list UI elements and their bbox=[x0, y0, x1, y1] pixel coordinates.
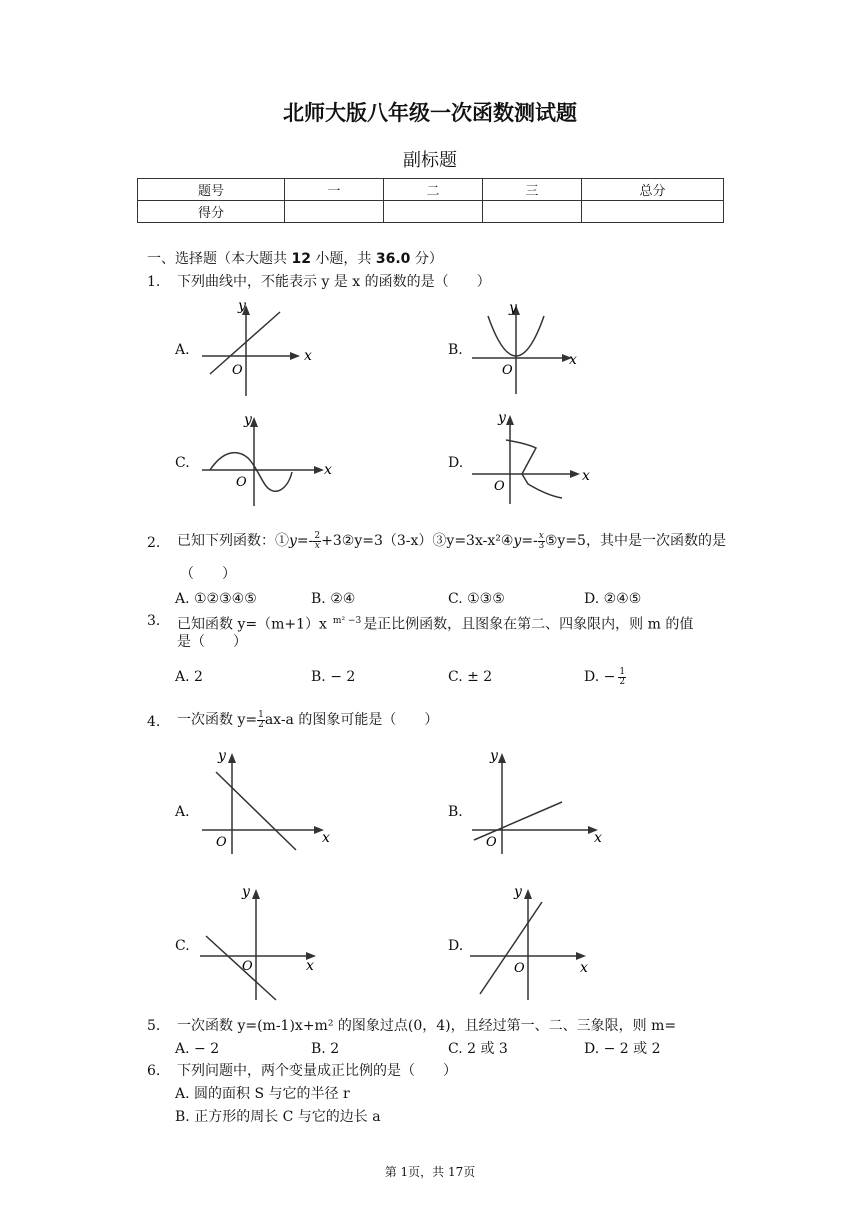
graph-q4-c bbox=[196, 880, 336, 1004]
score-header-cell: 二 bbox=[384, 179, 483, 201]
score-cell[interactable] bbox=[582, 201, 724, 223]
question-stem: 一次函数 y=(m-1)x+m² 的图象过点(0，4)，且经过第一、二、三象限，则 m= bbox=[177, 1018, 677, 1034]
score-header-cell: 题号 bbox=[138, 179, 285, 201]
page-footer: 第 1页，共 17页 bbox=[384, 1165, 476, 1179]
option-c[interactable]: C. 2 或 3 bbox=[448, 1041, 508, 1057]
question-stem-cont: 是（ ） bbox=[177, 634, 247, 650]
option-c[interactable]: C. ①③⑤ bbox=[448, 591, 505, 607]
axis-y-label: y bbox=[218, 748, 226, 764]
axis-y-label: y bbox=[242, 884, 250, 900]
section-heading: 一、选择题（本大题共 12 小题，共 36.0 分） bbox=[147, 251, 443, 267]
score-cell[interactable] bbox=[483, 201, 582, 223]
score-cell[interactable] bbox=[285, 201, 384, 223]
score-table-header-row bbox=[138, 179, 724, 201]
answer-paren: （ ） bbox=[180, 566, 236, 582]
question-number: 6. bbox=[147, 1063, 161, 1079]
question-stem: 下列曲线中，不能表示 y 是 x 的函数的是（ ） bbox=[177, 274, 491, 290]
option-a[interactable]: A. 圆的面积 S 与它的半径 r bbox=[175, 1086, 350, 1102]
page-title: 北师大版八年级一次函数测试题 bbox=[283, 101, 577, 125]
option-label[interactable]: C. bbox=[175, 455, 190, 471]
page-subtitle: 副标题 bbox=[403, 150, 457, 171]
origin-label: O bbox=[236, 475, 247, 490]
graph-q4-a bbox=[196, 744, 336, 856]
axis-y-label: y bbox=[490, 748, 498, 764]
score-table bbox=[137, 178, 724, 223]
axis-x-label: x bbox=[304, 348, 312, 364]
option-b[interactable]: B. 2 bbox=[311, 1041, 340, 1057]
graph-q4-b bbox=[466, 744, 606, 856]
option-label[interactable]: D. bbox=[448, 455, 464, 471]
axis-x-label: x bbox=[324, 462, 332, 478]
axis-y-label: y bbox=[244, 412, 252, 428]
option-label[interactable]: D. bbox=[448, 938, 464, 954]
score-table-row bbox=[138, 201, 724, 223]
fraction: $\frac{1}{2}$ bbox=[258, 709, 264, 730]
origin-label: O bbox=[242, 959, 253, 974]
question-stem: 下列问题中，两个变量成正比例的是（ ） bbox=[177, 1063, 457, 1079]
option-d[interactable]: D. − 2 或 2 bbox=[584, 1041, 661, 1057]
option-d[interactable]: D. ②④⑤ bbox=[584, 591, 642, 607]
option-d[interactable]: D. − $\frac{1}{2}$ bbox=[584, 666, 626, 687]
option-c[interactable]: C. ± 2 bbox=[448, 669, 493, 685]
option-label[interactable]: C. bbox=[175, 938, 190, 954]
origin-label: O bbox=[494, 479, 505, 494]
graph-q1-a bbox=[196, 296, 316, 398]
fraction: $\frac{x}{3}$ bbox=[538, 530, 545, 551]
axis-x-label: x bbox=[322, 830, 330, 846]
graph-q4-d bbox=[466, 880, 606, 1004]
axis-x-label: x bbox=[594, 830, 602, 846]
axis-x-label: x bbox=[582, 468, 590, 484]
fraction: $\frac{1}{2}$ bbox=[619, 666, 626, 687]
axis-x-label: x bbox=[569, 352, 577, 368]
axis-x-label: x bbox=[580, 960, 588, 976]
question-number: 2. bbox=[147, 535, 161, 551]
origin-label: O bbox=[216, 835, 227, 850]
question-stem: 一次函数 y= $\frac{1}{2}$ ax-a 的图象可能是（ ） bbox=[177, 709, 439, 730]
option-a[interactable]: A. 2 bbox=[175, 669, 203, 685]
graph-q1-d bbox=[466, 406, 596, 506]
axis-x-label: x bbox=[306, 958, 314, 974]
origin-label: O bbox=[486, 835, 497, 850]
fraction: $\frac{2}{x}$ bbox=[314, 530, 321, 551]
option-b[interactable]: B. ②④ bbox=[311, 591, 356, 607]
axis-y-label: y bbox=[238, 298, 246, 314]
score-header-cell: 一 bbox=[285, 179, 384, 201]
option-label[interactable]: A. bbox=[175, 342, 190, 358]
score-header-cell: 总分 bbox=[582, 179, 724, 201]
axis-y-label: y bbox=[514, 884, 522, 900]
origin-label: O bbox=[502, 363, 513, 378]
score-header-cell: 三 bbox=[483, 179, 582, 201]
option-b[interactable]: B. 正方形的周长 C 与它的边长 a bbox=[175, 1109, 381, 1125]
option-label[interactable]: B. bbox=[448, 342, 463, 358]
origin-label: O bbox=[514, 961, 525, 976]
question-number: 1. bbox=[147, 274, 161, 290]
question-number: 4. bbox=[147, 714, 161, 730]
option-a[interactable]: A. ①②③④⑤ bbox=[175, 591, 257, 607]
score-cell[interactable] bbox=[384, 201, 483, 223]
question-number: 3. bbox=[147, 613, 161, 629]
option-b[interactable]: B. − 2 bbox=[311, 669, 356, 685]
origin-label: O bbox=[232, 363, 243, 378]
question-number: 5. bbox=[147, 1018, 161, 1034]
axis-y-label: y bbox=[498, 410, 506, 426]
question-stem: 已知函数 y=（m+1）x $^{m^2 -3}$ 是正比例函数，且图象在第二、四象限内，则 m 的值 bbox=[177, 616, 694, 633]
question-stem: 已知下列函数：①y=- $\frac{2}{x}$ +3②y=3（3-x）③y=3x-x²④y=- $\frac{x}{3}$ ⑤y=5，其中是一次函数的是 bbox=[177, 530, 726, 551]
option-a[interactable]: A. − 2 bbox=[175, 1041, 220, 1057]
axis-y-label: y bbox=[509, 300, 517, 316]
option-label[interactable]: A. bbox=[175, 804, 190, 820]
graph-q1-c bbox=[196, 408, 336, 508]
option-label[interactable]: B. bbox=[448, 804, 463, 820]
graph-q1-b bbox=[466, 296, 586, 398]
score-row-label: 得分 bbox=[138, 201, 285, 223]
